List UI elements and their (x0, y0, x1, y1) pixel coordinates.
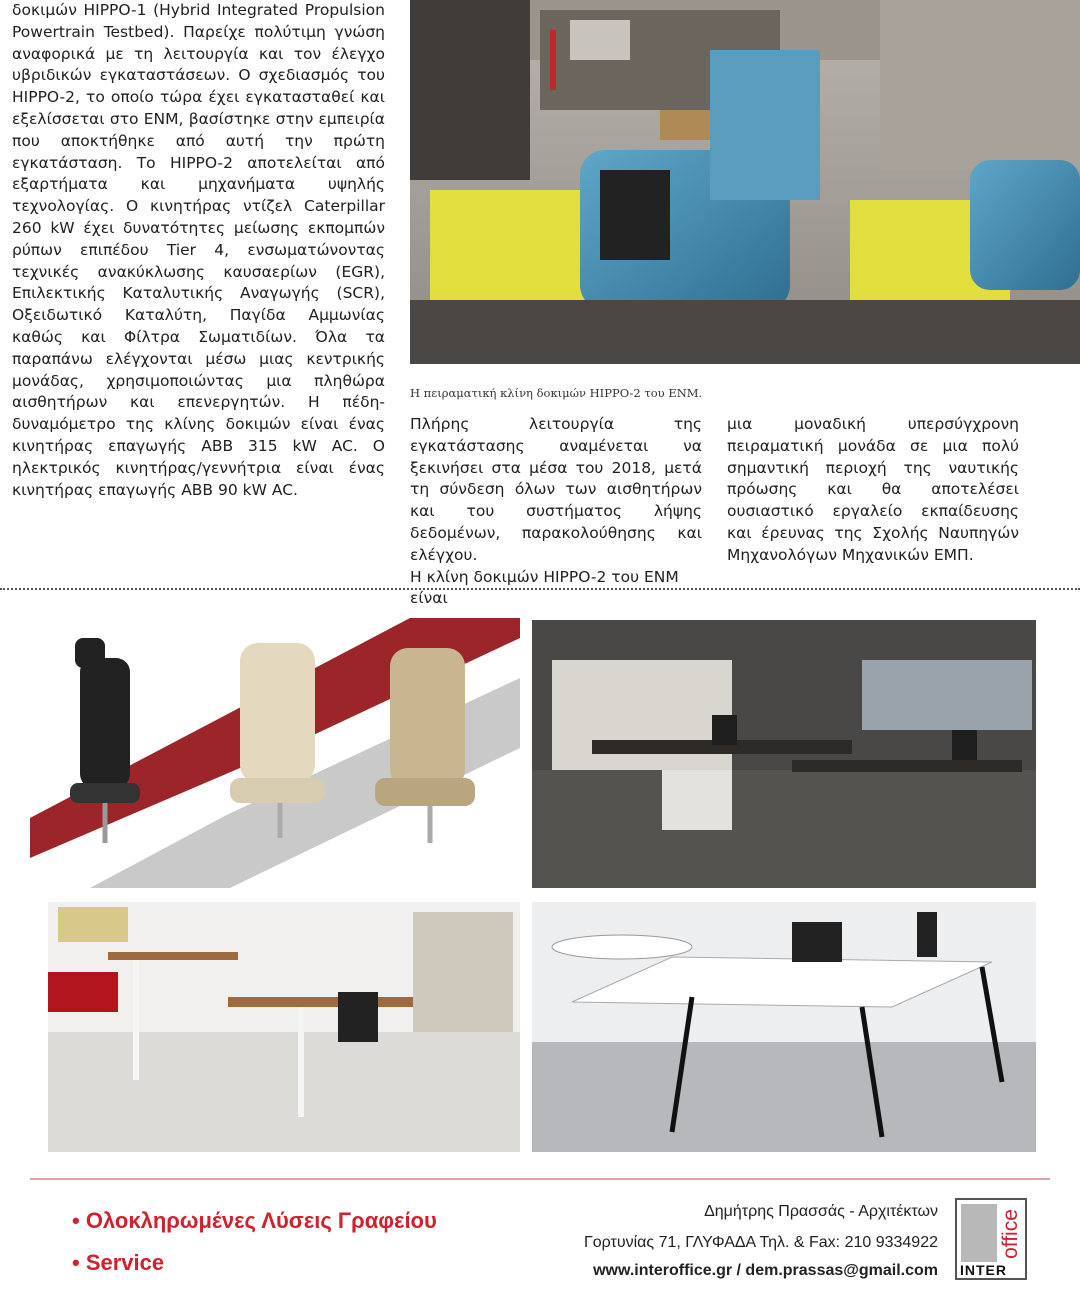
contact-address: Γορτυνίας 71, ΓΛΥΦΑΔΑ Τηλ. & Fax: 210 9334922 (583, 1234, 938, 1251)
logo-office-text: office (999, 1209, 1022, 1259)
hippo2-testbed-photo (410, 0, 1080, 364)
contact-name: Δημήτρης Πρασσάς - Αρχιτέκτων (704, 1203, 938, 1220)
article-paragraph: δοκιμών HIPPO-1 (Hybrid Integrated Propulsion Powertrain Testbed). Παρείχε πολύτιμη γνώση αναφορικά με τη λειτουργία και τον έλεγχο υβριδικών εγκαταστάσεων. Ο σχεδιασμός του HIPPO-2, το οποίο τώρα έχει εγκατασταθεί και εξελίσσεται στο ΕΝΜ, βασίστηκε στην εμπειρία που αποκτήθηκε από αυτή την πρώτη εγκατάσταση. Το HIPPO-2 αποτελείται από εξαρτήματα και μηχανήματα υψηλής τεχνολογίας. Ο κινητήρας ντίζελ Caterpillar 260 kW έχει δυνατότητες μείωσης εκπομπών ρύπων επιπέδου Tier 4, ενσωματώνοντας τεχνικές ανακύκλωσης καυσαερίων (EGR), Επιλεκτικής Καταλυτικής Αναγωγής (SCR), Οξειδωτικό Καταλύτη, Παγίδα Αμμωνίας καθώς και Φίλτρα Σωματιδίων. Όλα τα παραπάνω ελέγχονται μέσω μιας κεντρικής μονάδας, χρησιμοποιώντας μια πληθώρα αισθητήρων και επενεργητών. Η πέδη-δυναμόμετρο της κλίνης δοκιμών είναι ένας κινητήρας επαγωγής ABB 315 kW AC. Ο ηλεκτρικός κινητήρας/γεννήτρια είναι ένας κινητήρας επαγωγής ABB 90 kW AC. (12, 1, 385, 499)
article-paragraph: Πλήρης λειτουργία της εγκατάστασης αναμένεται να ξεκινήσει στα μέσα του 2018, μετά τη σύνδεση όλων των αισθητήρων και του συστήματος λήψης δεδομένων, παρακολούθησης και ελέγχου. (410, 415, 702, 564)
article-column-2 (410, 414, 702, 610)
photo-caption: Η πειραματική κλίνη δοκιμών HIPPO-2 του ΕΝΜ. (410, 386, 703, 400)
logo-inter-text: INTER (960, 1262, 1007, 1278)
article-paragraph: Η κλίνη δοκιμών HIPPO-2 του ΕΝΜ είναι (410, 567, 679, 608)
ad-bullet-office-solutions: • Ολοκληρωμένες Λύσεις Γραφείου (72, 1208, 437, 1233)
open-office-image (532, 620, 1036, 888)
ad-divider (30, 1178, 1050, 1180)
article-paragraph: μια μοναδική υπερσύγχρονη πειραματική μονάδα σε μια πολύ σημαντική περιοχή της ναυτικής πρόωσης και θα αποτελέσει ουσιαστικό εργαλείο εκπαίδευσης και έρευνας της Σχολής Ναυπηγών Μηχανολόγων Μηχανικών ΕΜΠ. (727, 415, 1019, 564)
article-column-3 (727, 414, 1019, 567)
ad-bullet-service: • Service (72, 1250, 165, 1275)
white-desks-image (532, 902, 1036, 1152)
standing-desks-image (48, 902, 520, 1152)
section-divider (0, 588, 1080, 590)
article-column-1 (12, 0, 385, 501)
office-chairs-image (30, 618, 520, 888)
contact-web: www.interoffice.gr / dem.prassas@gmail.com (593, 1262, 938, 1279)
interoffice-logo (955, 1198, 1027, 1280)
